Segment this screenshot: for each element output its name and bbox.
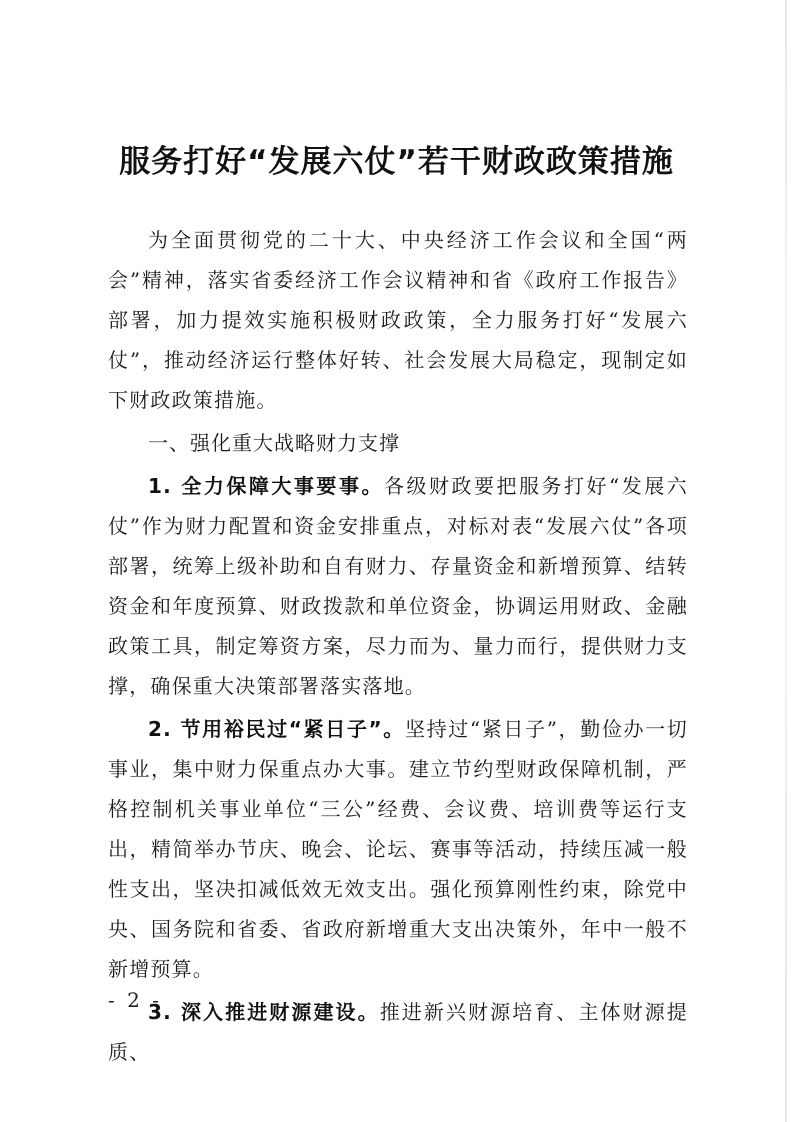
section-heading-1: 一、强化重大战略财力支撑 bbox=[148, 431, 400, 455]
measure-paragraph-1 bbox=[108, 466, 688, 706]
measure-text-3: 推进新兴财源培育、主体财源提质、 bbox=[108, 1000, 688, 1064]
page-number: - 2 - bbox=[108, 988, 162, 1012]
measure-paragraph-3 bbox=[108, 992, 688, 1072]
measure-lead-2: 2. 节用裕民过“紧日子”。 bbox=[148, 717, 405, 741]
document-body bbox=[108, 220, 688, 1075]
measure-text-1: 各级财政要把服务打好“发展六仗”作为财力配置和资金安排重点，对标对表“发展六仗”各项部署，统筹上级补助和自有财力、存量资金和新增预算、结转资金和年度预算、财政拨款和单位资金，协调运用财政、金融政策工具，制定筹资方案，尽力而为、量力而行，提供财力支撑，确保重大决策部署落实落地。 bbox=[108, 474, 688, 698]
intro-paragraph: 为全面贯彻党的二十大、中央经济工作会议和全国“两会”精神，落实省委经济工作会议精神和省《政府工作报告》部署，加力提效实施积极财政政策，全力服务打好“发展六仗”，推动经济运行整体好转、社会发展大局稳定，现制定如下财政政策措施。 bbox=[108, 228, 688, 412]
measure-lead-1: 1. 全力保障大事要事。 bbox=[148, 474, 384, 498]
document-title: 服务打好“发展六仗”若干财政政策措施 bbox=[119, 144, 674, 180]
measure-lead-3: 3. 深入推进财源建设。 bbox=[148, 1000, 380, 1024]
measure-text-2: 坚持过“紧日子”，勤俭办一切事业，集中财力保重点办大事。建立节约型财政保障机制，严格控制机关事业单位“三公”经费、会议费、培训费等运行支出，精简举办节庆、晚会、论坛、赛事等活动，持续压减一般性支出，坚决扣减低效无效支出。强化预算刚性约束，除党中央、国务院和省委、省政府新增重大支出决策外，年中一般不新增预算。 bbox=[108, 717, 688, 981]
measure-paragraph-2 bbox=[108, 709, 688, 989]
